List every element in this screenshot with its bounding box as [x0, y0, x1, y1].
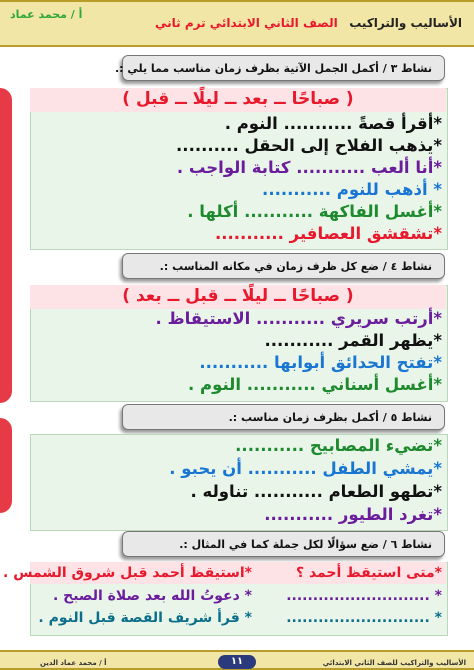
- activity4-line-3: *تفتح الحدائق أبوابها ...........: [199, 353, 442, 372]
- activity4-line-1: *أرتب سريري ........... الاستيقاظ .: [155, 309, 442, 328]
- activity5-line-2: *يمشي الطفل ........... أن يحبو .: [169, 459, 442, 478]
- activity6-answer-3: * قرأ شريف القصة قبل النوم .: [38, 610, 252, 626]
- side-tab-bottom: [0, 418, 12, 513]
- activity6-answer-2: * دعوتُ الله بعد صلاة الصبح .: [52, 588, 252, 604]
- activity6-question-3: * ...........................: [286, 610, 442, 626]
- activity4-line-2: *يظهر القمر ...........: [264, 331, 442, 350]
- activity3-line-6: *تشقشق العصافير ...........: [214, 224, 442, 243]
- header-subject: الأساليب والتراكيب: [349, 16, 462, 30]
- activity6-title: نشاط ٦ / ضع سؤالًا لكل جملة كما في المثال :.: [122, 531, 445, 557]
- footer-teacher: أ / محمد عماد الدين: [40, 659, 107, 667]
- activity6-answer-1: *استيقظ أحمد قبل شروق الشمس .: [3, 565, 252, 581]
- footer-subject: الأساليب والتراكيب للصف الثاني الابتدائي: [322, 659, 466, 667]
- header-teacher: أ / محمد عماد: [10, 8, 83, 21]
- activity4-line-4: *أغسل أسناني ........... النوم .: [188, 375, 442, 394]
- activity3-line-1: *أقرأ قصةً ........... النوم .: [224, 114, 442, 133]
- activity4-title: نشاط ٤ / ضع كل ظرف زمان في مكانه المناسب :.: [122, 253, 445, 279]
- activity3-title: نشاط ٣ / أكمل الجمل الآتية بظرف زمان مناسب مما يلي :.: [122, 55, 445, 81]
- activity5-line-3: *تطهو الطعام ........... تناوله .: [190, 482, 442, 501]
- activity5-line-4: *تغرد الطيور ...........: [264, 505, 442, 524]
- activity6-question-2: * ...........................: [286, 588, 442, 604]
- activity3-line-3: *أنا ألعب ........... كتابة الواجب .: [176, 158, 442, 177]
- activity3-line-5: *أغسل الفاكهة ........... أكلها .: [187, 202, 442, 221]
- activity3-choices: ( صباحًا ــ بعد ــ ليلًا ــ قبل ): [122, 89, 354, 109]
- activity3-line-2: *يذهب الفلاح إلى الحقل ..........: [176, 136, 442, 155]
- header-grade-term: الصف الثاني الابتدائي ترم ثاني: [155, 16, 338, 30]
- activity6-question-1: *متى استيقظ أحمد ؟: [295, 565, 442, 581]
- activity5-title: نشاط ٥ / أكمل بظرف زمان مناسب :.: [122, 404, 445, 430]
- activity3-line-4: * أذهب للنوم ...........: [262, 180, 442, 199]
- activity4-choices: ( صباحًا ــ ليلًا ــ قبل ــ بعد ): [122, 286, 354, 306]
- side-tab-top: [0, 88, 12, 403]
- page-number: ١١: [218, 655, 256, 669]
- activity5-line-1: *تضيء المصابيح ...........: [235, 436, 442, 455]
